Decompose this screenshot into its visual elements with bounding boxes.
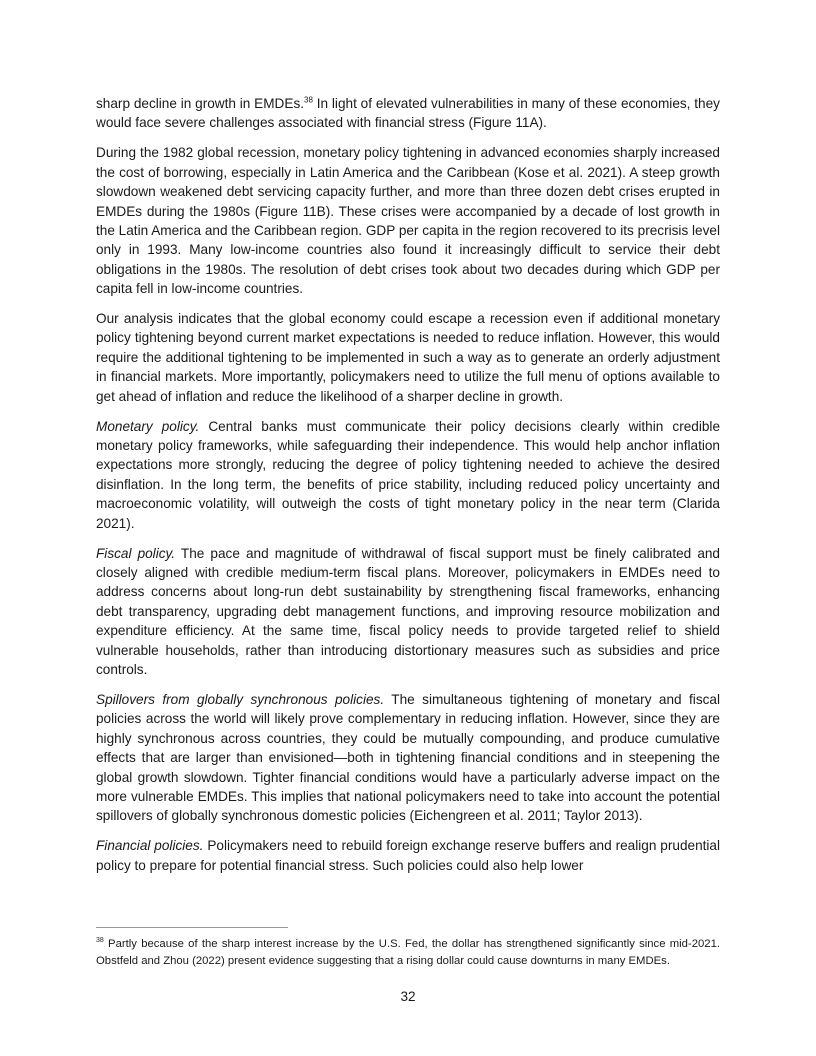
footnote bbox=[96, 936, 720, 970]
footnote-number: 38 bbox=[96, 937, 104, 945]
body-fiscal-policy: The pace and magnitude of withdrawal of fiscal support must be finely calibrated and closely aligned with credible medium-term fiscal plans. Moreover, policymakers in EMDEs need to address concerns about long-run debt sustainability by strengthening fiscal frameworks, enhancing debt transparency, upgrading debt management functions, and improving resource mobilization and expenditure efficiency. At the same time, fiscal policy needs to provide targeted relief to shield vulnerable households, rather than introducing distortionary measures such as subsidies and price controls. bbox=[96, 545, 720, 677]
lead-spillovers: Spillovers from globally synchronous policies. bbox=[96, 691, 385, 707]
paragraph-2: During the 1982 global recession, monetary policy tightening in advanced economies sharply increased the cost of borrowing, especially in Latin America and the Caribbean (Kose et al. 2021). A steep growth slowdown weakened debt servicing capacity further, and more than three dozen debt crises erupted in EMDEs during the 1980s (Figure 11B). These crises were accompanied by a decade of lost growth in the Latin America and the Caribbean region. GDP per capita in the region recovered to its precrisis level only in 1993. Many low-income countries also found it increasingly difficult to service their debt obligations in the 1980s. The resolution of debt crises took about two decades during which GDP per capita fell in low-income countries. bbox=[96, 145, 720, 297]
paragraph-financial-policies bbox=[96, 836, 720, 875]
lead-financial-policies: Financial policies. bbox=[96, 838, 204, 854]
body-financial-policies: Policymakers need to rebuild foreign exchange reserve buffers and realign prudential policy to prepare for potential financial stress. Such policies could also help lower bbox=[96, 838, 721, 873]
footnote-text: Partly because of the sharp interest increase by the U.S. Fed, the dollar has strengthened significantly since mid-2021. Obstfeld and Zhou (2022) present evidence suggesting that a rising dollar could cause downturns in many EMDEs. bbox=[96, 938, 720, 968]
paragraph-spillovers bbox=[96, 690, 720, 826]
paragraph-monetary-policy bbox=[96, 417, 720, 533]
paragraph-3: Our analysis indicates that the global economy could escape a recession even if additional monetary policy tightening beyond current market expectations is needed to reduce inflation. However, this would require the additional tightening to be implemented in such a way as to generate an orderly adjustment in financial markets. More importantly, policymakers need to utilize the full menu of options available to get ahead of inflation and reduce the likelihood of a sharper decline in growth. bbox=[96, 311, 720, 404]
body-text bbox=[96, 94, 720, 886]
footnote-reference[interactable]: 38 bbox=[304, 95, 313, 105]
lead-fiscal-policy: Fiscal policy. bbox=[96, 545, 176, 561]
lead-monetary-policy: Monetary policy. bbox=[96, 418, 200, 434]
paragraph-1-text-b: In light of elevated vulnerabilities in many of these economies, they would face severe challenges associated with financial stress (Figure 11A). bbox=[96, 96, 720, 131]
page-number: 32 bbox=[400, 989, 416, 1004]
footnote-separator bbox=[96, 927, 288, 928]
paragraph-1 bbox=[96, 94, 720, 133]
paragraph-1-text-a: sharp decline in growth in EMDEs. bbox=[96, 96, 305, 111]
body-monetary-policy: Central banks must communicate their policy decisions clearly within credible monetary policy frameworks, while safeguarding their independence. This would help anchor inflation expectations more strongly, reducing the degree of policy tightening needed to achieve the desired disinflation. In the long term, the benefits of price stability, including reduced policy uncertainty and macroeconomic volatility, will outweigh the costs of tight monetary policy in the near term (Clarida 2021). bbox=[96, 418, 721, 531]
body-spillovers: The simultaneous tightening of monetary and fiscal policies across the world will likely prove complementary in reducing inflation. However, since they are highly synchronous across countries, they could be mutually compounding, and produce cumulative effects that are larger than envisioned—both in tightening financial conditions and in steepening the global growth slowdown. Tighter financial conditions would have a particularly adverse impact on the more vulnerable EMDEs. This implies that national policymakers need to take into account the potential spillovers of globally synchronous domestic policies (Eichengreen et al. 2011; Taylor 2013). bbox=[96, 691, 720, 824]
paragraph-fiscal-policy bbox=[96, 544, 720, 680]
